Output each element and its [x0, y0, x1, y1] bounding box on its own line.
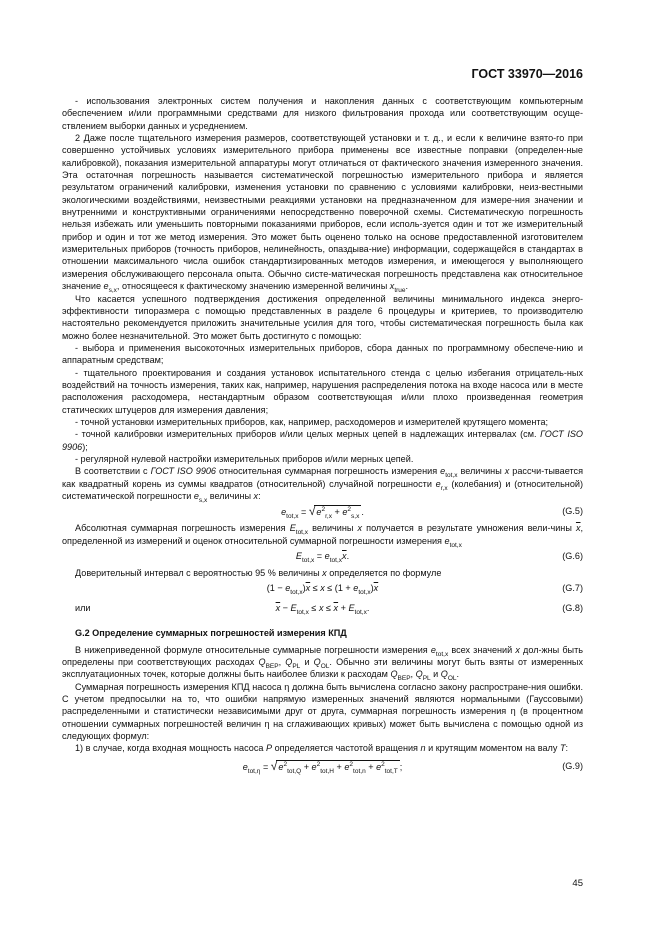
paragraph: Что касается успешного подтверждения достижения определенной величины минимального индекса энерго-эффективности типоразмера с помощью представленных в разделе 6 процедуры и критериев, то производителю настоятельно рекомендуется приложить значительные усилия для того, чтобы систематическая погрешность была как можно более незначительной. Это может быть достигнуто с помощью:: [62, 293, 583, 341]
list-item: - выбора и применения высокоточных измерительных приборов, сбора данных по программному обеспече-нию и аппаратным средствам;: [62, 342, 583, 366]
list-item: - регулярной нулевой настройки измерительных приборов и/или мерных цепей.: [75, 453, 414, 464]
paragraph: В нижеприведенной формуле относительные суммарные погрешности измерения $e_{tot,x}$ всех значений x дол-жны быть определены при соответствующих расходах $Q_{BEP}$, $Q_{PL}$ и $Q_{OL}$. Обычно эти величины могут быть взяты от измеренных эксплуатационных точек, которые должны быть наиболее близки к расходам $Q_{BEP}$, $Q_{PL}$ и $Q_{OL}$.: [62, 644, 583, 683]
paragraph: 2 Даже после тщательного измерения размеров, соответствующей установки и т. д., и если к величине взято-го при совершенно устойчивых условиях измерительного прибора применены все известные поправки (определен-ные калибровкой), показания измерительной аппаратуры могут отличаться от фактического значения измеренного значения. Эта остаточная погрешность называется систематической погрешностью измерительного прибора и является результатом ограничений калибровки, изменения установки по сравнению с условиями калибровки, неиз-вестными экологическими воздействиями, неизвестными реакциями установки на предназначенном для измере-ния значении и внутренними и конструктивными ограничениями непосредственно поверочной схемы. Систематическую погрешность нельзя избежать или уменьшить повторными показаниями приборов, если исполь-зуется один и тот же измерительный прибор и один и тот же метод измерения. Это может быть оценено только на основе предоставленной изготовителем измерительных приборов (точность приборов, нелинейность, опаздыва-ние) информации, содержащейся в стандартах в отношении максимального числа ошибок стандартизированных методов измерения, и имеющегося у выполняющего измерения обслуживающего персонала опыта. Обычно систе-матическая погрешность представлена как относительное значение $e_{s,x}$, относящееся к фактическому значению измеренной величины $x_{true}$.: [62, 133, 583, 294]
equation-g6: $E_{tot,x} = e_{tot,x}\overline{x}$. (G.6): [295, 551, 583, 564]
equation-g8: или $\overline{x} - E_{tot,x} \le x \le \overline{x} + E_{tot,x}$. (G.8): [75, 603, 583, 617]
list-item: - точной калибровки измерительных приборов и/или целых мерных цепей в надлежащих интервалах (см. ГОСТ ISO 9906);: [62, 429, 584, 452]
section-heading: G.2 Определение суммарных погрешностей измерения КПД: [75, 628, 347, 639]
paragraph: Суммарная погрешность измерения КПД насоса η должна быть вычислена согласно закону распростране-ния ошибки. С учетом предпосылки на то, что ошибки напрямую измеренных значений являются нормальными (Гауссовыми) распределенными и статистически независимыми друг от друга, суммарная погрешность измерения η (в процентном отношении суммарных погрешностей величин η на сглаживающих кривых) может быть вычислена с помощью одной из следующих формул:: [62, 681, 583, 742]
paragraph: - использования электронных систем получения и накопления данных с соответствующим компьютерным обеспечением и/или программными средствами для низкого фильтрования прохода или соответствующим осуще-ствлением выборки данных и усреднением.: [62, 96, 583, 131]
paragraph: Доверительный интервал с вероятностью 95 % величины x определяется по формуле: [75, 568, 442, 579]
document-body: [62, 95, 583, 779]
list-item: - точной установки измерительных приборов, как, например, расходомеров и измерителей крутящего момента;: [75, 416, 549, 427]
list-item: - тщательного проектирования и создания установок испытательного стенда с целью избегания отрицатель-ных воздействий на точность измерения, таких как, например, нарушения распределения потока на входе насоса или в месте расположения расходомера, нестандартным образом соответствующая и/или плохо произведенная геометрия статических штуцеров для измерения давления;: [62, 367, 583, 415]
page-number: 45: [572, 878, 583, 889]
equation-g9: $e_{tot,\eta} = √e^2_{tot,Q} + e^2_{tot,H} + e^2_{tot,n} + e^2_{tot,T}$ ; (G.9): [242, 758, 583, 775]
paragraph: Абсолютная суммарная погрешность измерения $E_{tot,x}$ величины x получается в результате умножения вели-чины $\overline{x}$, определенной из измерений и оценок относительной суммарной погрешности измерения $e_{tot,x}$: [62, 523, 584, 549]
standard-header: ГОСТ 33970—2016: [471, 67, 583, 81]
equation-g5: $e_{tot,x} = √e^2_{r,x} + e^2_{s,x}$ . (G.5): [281, 504, 583, 521]
equation-g7: $(1 - e_{tot,x})\overline{x} \le x \le (1 + e_{tot,x})\overline{x}$ (G.7): [266, 583, 583, 597]
paragraph: В соответствии с ГОСТ ISO 9906 относительная суммарная погрешность измерения $e_{tot,x}$ величины x рассчи-тывается как квадратный корень из суммы квадратов (относительной) случайной погрешности $e_{r,x}$ (колебания) и (относительной) систематической погрешности $e_{s,x}$ величины x:: [62, 466, 584, 504]
paragraph: 1) в случае, когда входная мощность насоса P определяется частотой вращения n и крутящим моментом на валу T:: [75, 743, 569, 754]
